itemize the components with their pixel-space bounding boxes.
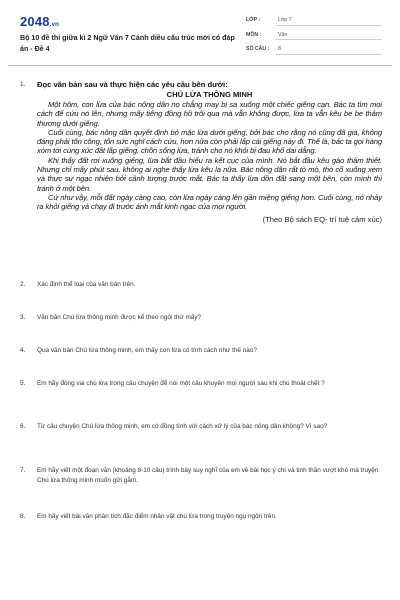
story-paragraph: Cứ như vậy, mỗi đất ngày càng cao, còn lừa ngày càng lên gần miệng giếng hơn. Cuối cùng, nó nhảy ra khỏi giếng và chạy đi trước ánh mắt kinh ngạc của mọi người. (37, 192, 382, 212)
subject-label: MÔN : (246, 31, 262, 38)
class-value: Lớp 7 (278, 17, 292, 23)
reading-instruction: Đọc văn bản sau và thực hiện các yêu cầu bên dưới: (37, 80, 228, 89)
question-text: Em hãy viết một đoạn văn (khoảng 8-10 câu) trình bày suy nghĩ của em về bài học ý chí và tinh thần vượt khó mà truyện Chú lừa thông minh muốn gửi gắm. (37, 467, 379, 484)
question-text: Văn bản Chú lừa thông minh được kể theo ngôi thứ mấy? (37, 314, 202, 321)
question-6 (20, 422, 382, 432)
site-logo[interactable] (20, 14, 59, 29)
class-label: LỚP : (246, 17, 261, 23)
question-7 (20, 466, 382, 485)
header-divider (8, 65, 392, 66)
question-number: 1. (20, 81, 26, 88)
story-source: (Theo Bộ sách EQ- trí tuệ cảm xúc) (262, 214, 382, 224)
question-number: 6. (20, 423, 26, 430)
document-title: Bộ 10 đề thi giữa kì 2 Ngữ Văn 7 Cánh diều cấu trúc mới có đáp án - Đề 4 (20, 34, 235, 53)
meta-count-row (246, 43, 382, 58)
logo-suffix: .vn (49, 22, 60, 28)
question-text: Qua văn bản Chú lừa thông minh, em thấy con lừa có tính cách như thế nào? (37, 347, 257, 354)
count-underline (276, 54, 382, 55)
question-text: Em hãy đóng vai chú lừa trong câu chuyện để nói một câu khuyên mọi người sau khi chú thoát chết ? (37, 380, 325, 387)
question-number: 4. (20, 347, 26, 354)
question-3 (20, 313, 382, 323)
question-number: 7. (20, 467, 26, 474)
question-text: Xác định thể loại của văn bản trên. (37, 281, 136, 288)
question-text: Em hãy viết bài văn phân tích đặc điểm nhân vật chú lừa trong truyện ngụ ngôn trên. (37, 513, 277, 520)
question-5 (20, 379, 382, 389)
question-2 (20, 280, 382, 290)
question-8 (20, 512, 382, 522)
story-paragraph: Một hôm, con lừa của bác nông dân nọ chẳng may bị sa xuống một chiếc giếng cạn. Bác ta tìm mọi cách để cứu nó lên, nhưng mấy tiếng đồng hồ trôi qua mà vẫn không được, lừa ta vẫn kêu be be thảm thương dưới giếng. (37, 100, 382, 128)
class-underline (276, 25, 382, 26)
question-text: Từ câu chuyện Chú lừa thông minh, em có đồng tình với cách xử lý của bác nông dân không? Vì sao? (37, 423, 328, 430)
story-paragraph: Khi thấy đất rơi xuống giếng, lừa bắt đầu hiểu ra kết cục của mình. Nó bắt đầu kêu gào thảm thiết. Nhưng chỉ mấy phút sau, không ai nghe thấy lừa kêu la nữa. Bác nông dân rất tò mò, thò cổ xuống xem và thực sự ngạc nhiên bởi cảnh tượng trước mắt. Bác ta thấy lừa dồn đất sang một bên, còn mình thì tránh ở một bên. (37, 155, 382, 193)
count-value: 8 (278, 46, 281, 52)
question-1 (20, 80, 382, 225)
question-number: 5. (20, 380, 26, 387)
page-header (20, 12, 382, 62)
logo-main: 2048 (20, 14, 50, 29)
count-label: SỐ CÂU : (246, 46, 270, 52)
question-number: 2. (20, 281, 26, 288)
question-number: 3. (20, 314, 26, 321)
meta-subject-row (246, 29, 382, 44)
story-title: CHÚ LỪA THÔNG MINH (166, 90, 253, 99)
story-paragraph: Cuối cùng, bác nông dân quyết định bỏ mặc lừa dưới giếng, bởi bác cho rằng nó cũng đã già, không đáng phải tốn công, tốn sức nghĩ cách cứu, hơn nữa còn phải lấp cái giếng này đi. Thế là, bác ta gọi hàng xóm tới cùng xúc đất lấp giếng, chôn sống lừa, tránh cho nó khỏi bị đau khổ dai dẳng. (37, 127, 383, 156)
meta-box (246, 14, 382, 58)
question-4 (20, 346, 382, 356)
question-number: 8. (20, 513, 26, 520)
subject-value: Văn (278, 31, 288, 38)
subject-underline (276, 39, 382, 40)
meta-class-row (246, 14, 382, 29)
